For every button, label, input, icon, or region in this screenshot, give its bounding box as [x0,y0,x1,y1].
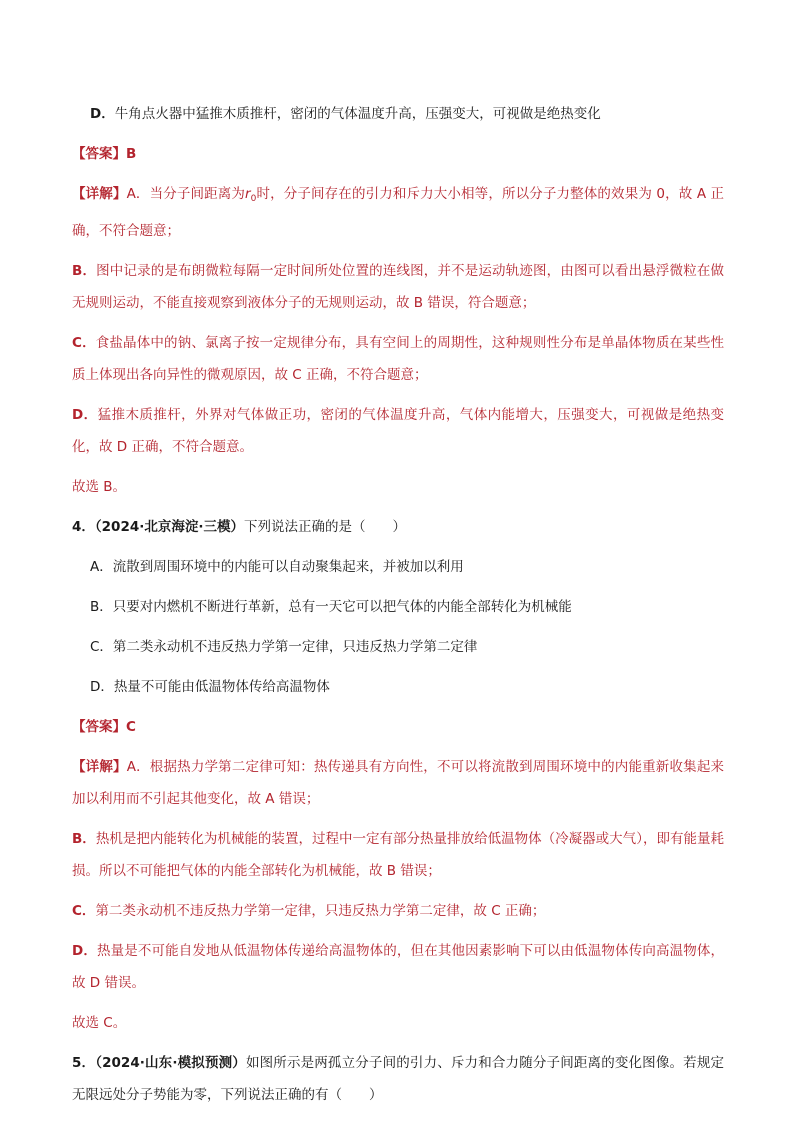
q3-detail-d-text: 猛推木质推杆，外界对气体做正功，密闭的气体温度升高，气体内能增大，压强变大，可视做是绝热变化，故 D 正确，不符合题意。 [72,407,724,455]
q3-detail-c [72,327,724,391]
q3-answer [72,138,724,170]
q4-answer-label: 【答案】 [72,719,126,735]
q3-answer-label: 【答案】 [72,146,126,162]
q3-detail-a-prefix: A．当分子间距离为 [126,186,246,202]
document-page [72,98,724,1119]
q3-option-d-text: 牛角点火器中猛推木质推杆，密闭的气体温度升高，压强变大，可视做是绝热变化 [114,106,601,122]
q4-source: （2024·北京海淀·三模） [94,519,244,535]
q4-detail-b-text: 热机是把内能转化为机械能的装置，过程中一定有部分热量排放给低温物体（冷凝器或大气），即有能量耗损。所以不可能把气体的内能全部转化为机械能，故 B 错误； [72,831,724,879]
q3-detail-d-letter: D． [72,407,98,423]
q4-detail-d-text: 热量是不可能自发地从低温物体传递给高温物体的，但在其他因素影响下可以由低温物体传向高温物体，故 D 错误。 [72,943,724,991]
q3-detail-a-sub: 0 [250,194,257,204]
q3-detail-c-letter: C． [72,335,96,351]
q3-detail-c-text: 食盐晶体中的钠、氯离子按一定规律分布，具有空间上的周期性，这种规则性分布是单晶体物质在某些性质上体现出各向异性的微观原因，故 C 正确，不符合题意； [72,335,724,383]
q4-detail-a-letter: A． [126,759,150,775]
q3-option-d [72,98,724,130]
q4-detail-c-text: 第二类永动机不违反热力学第一定律，只违反热力学第二定律，故 C 正确； [95,903,546,919]
q3-detail-b [72,255,724,319]
q4-stem-text: 下列说法正确的是（ ） [244,519,406,535]
q4-detail-label: 【详解】 [72,759,127,775]
q3-detail-a-r: r [245,186,251,202]
q3-option-d-letter: D． [90,106,115,122]
q3-detail-label: 【详解】 [72,186,127,202]
q4-answer-value: C [126,719,136,735]
q4-detail-d [72,935,724,999]
q4-choose: 故选 C。 [72,1015,127,1031]
q4-detail-b-letter: B． [72,831,96,847]
q3-detail-a [72,178,724,247]
q3-answer-value: B [126,146,137,162]
q5-number: 5． [72,1055,96,1071]
q4-option-c: C．第二类永动机不违反热力学第一定律，只违反热力学第二定律 [90,639,478,655]
q4-detail-d-letter: D． [72,943,97,959]
q4-number: 4． [72,519,95,535]
q3-choose: 故选 B。 [72,479,127,495]
q3-detail-b-letter: B． [72,263,97,279]
q4-detail-c-letter: C． [72,903,96,919]
q4-detail-b [72,823,724,887]
q5-stem [72,1047,724,1111]
q4-detail-a-text: 根据热力学第二定律可知：热传递具有方向性，不可以将流散到周围环境中的内能重新收集起来加以利用而不引起其他变化，故 A 错误； [72,759,724,807]
q3-detail-a-suffix: 时，分子间存在的引力和斥力大小相等，所以分子力整体的效果为 0，故 A 正确，不符合题意； [72,186,725,239]
q4-option-b: B．只要对内燃机不断进行革新，总有一天它可以把气体的内能全部转化为机械能 [90,599,572,615]
q4-detail-c [72,895,724,927]
q4-option-a: A．流散到周围环境中的内能可以自动聚集起来，并被加以利用 [90,559,464,575]
q3-detail-d [72,399,724,463]
q5-source: （2024·山东·模拟预测） [95,1055,246,1071]
q3-detail-b-text: 图中记录的是布朗微粒每隔一定时间所处位置的连线图，并不是运动轨迹图，由图可以看出悬浮微粒在做无规则运动，不能直接观察到液体分子的无规则运动，故 B 错误，符合题意； [72,263,725,311]
q4-detail-a [72,751,724,815]
q4-answer [72,711,724,743]
q4-option-d: D．热量不可能由低温物体传给高温物体 [90,679,330,695]
q5-stem-text: 如图所示是两孤立分子间的引力、斥力和合力随分子间距离的变化图像。若规定无限远处分子势能为零，下列说法正确的有（ ） [72,1055,724,1103]
q4-stem [72,511,724,543]
